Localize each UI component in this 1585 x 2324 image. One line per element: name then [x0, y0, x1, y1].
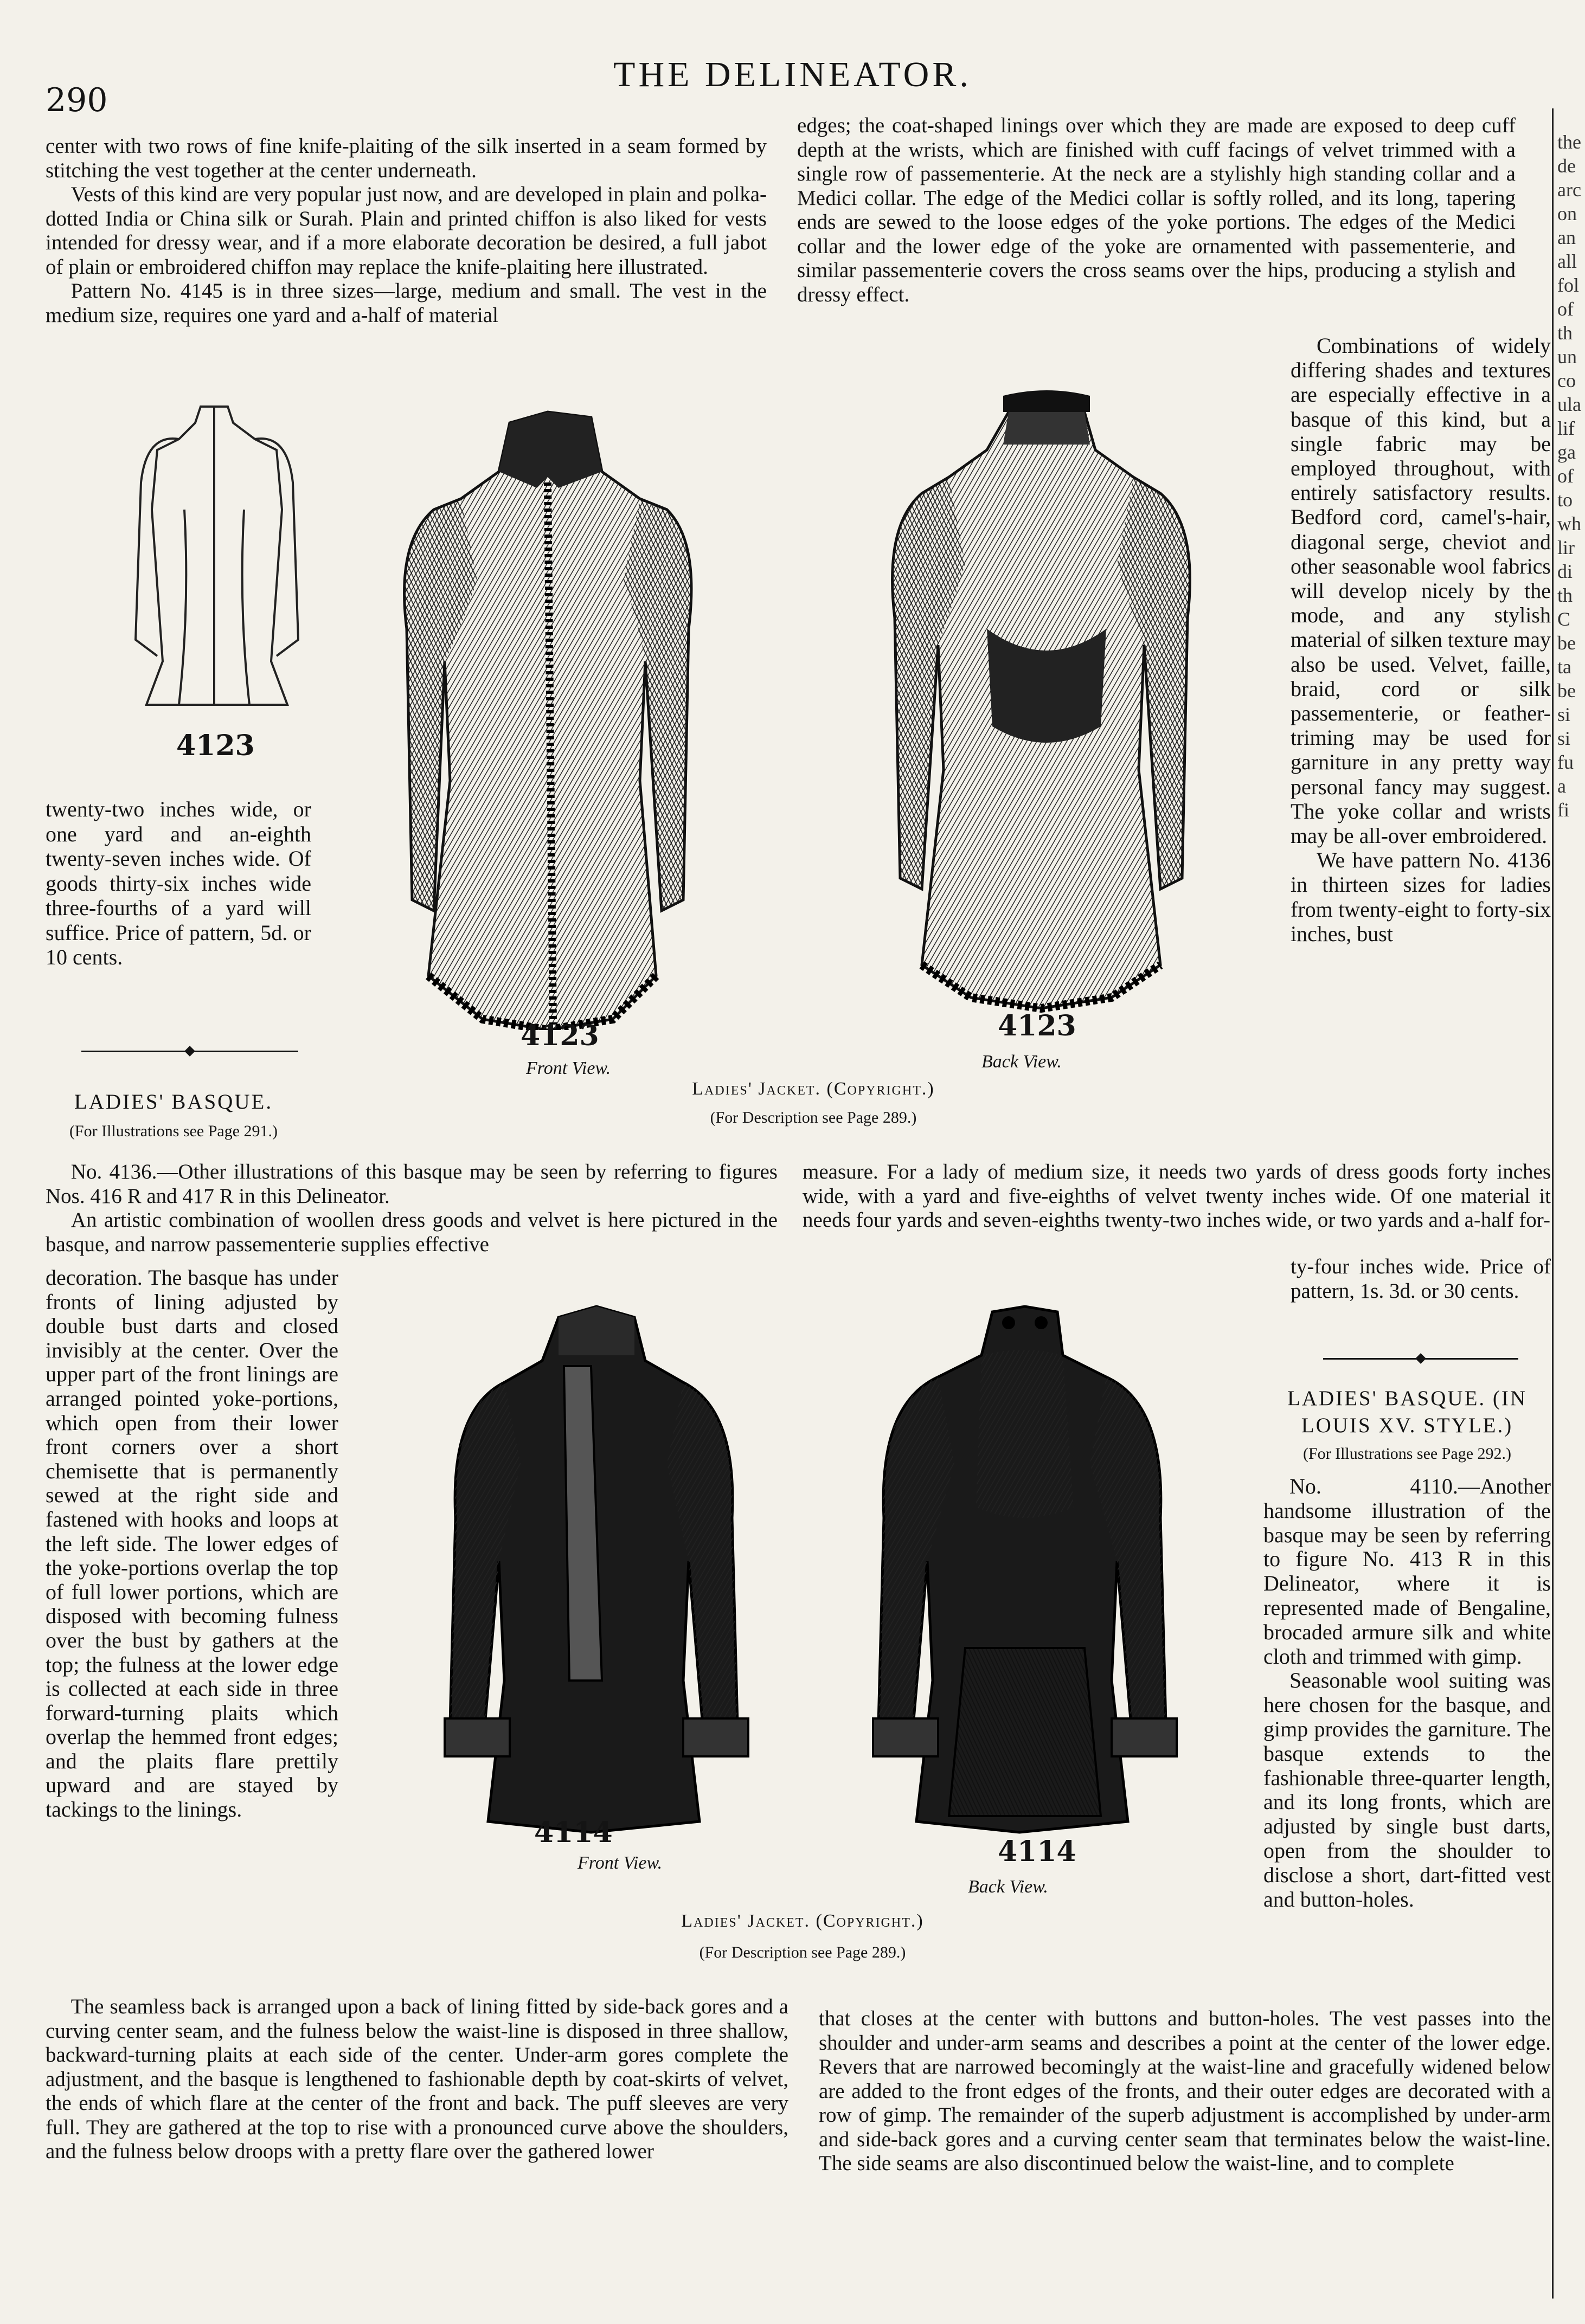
edge-fragment: di — [1557, 561, 1573, 582]
paragraph: The seamless back is arranged upon a back of lining fitted by side-back gores and a curving center seam, and the fulness below the waist-line is disposed in three shallow, backward-turning plaits at each side of the center. Under-arm gores complete the adjustment, and the basque is lengthened to fashionable depth by coat-skirts of velvet, the ends of which flare at the center of the front and back. The puff sleeves are very full. They are gathered at the top to rise with a pronounced curve above the shoulders, and the fulness below droops with a pretty flare over the gathered lower — [46, 1995, 788, 2163]
edge-fragment: fu — [1557, 751, 1574, 773]
section-note: (For Illustrations see Page 292.) — [1302, 1445, 1512, 1463]
paragraph: No. 4136.—Other illustrations of this basque may be seen by referring to figures Nos. 416 R and 417 R in this Delineator. — [46, 1160, 778, 1208]
view-label: Front View. — [577, 1853, 663, 1873]
paragraph: Seasonable wool suiting was here chosen for the basque, and gimp provides the garniture. The basque extends to the fashionable three-quarter length, and its long fronts, which are adjusted by single bust darts, open from the shoulder to disclose a short, dart-fitted vest and button-holes. — [1263, 1668, 1551, 1911]
edge-fragment: be — [1557, 632, 1576, 654]
paragraph: ty-four inches wide. Price of pattern, 1s. 3d. or 30 cents. — [1291, 1255, 1551, 1303]
basque-narrow-column — [46, 1266, 338, 1822]
figure-caption-title: Ladies' Jacket. (Copyright.) — [681, 1911, 924, 1931]
figure-caption-note: (For Description see Page 289.) — [699, 1943, 906, 1961]
section-heading: LADIES' BASQUE. — [74, 1090, 273, 1113]
edge-fragment: un — [1557, 346, 1577, 368]
figure-number: 4123 — [521, 1019, 599, 1052]
edge-fragment: an — [1557, 227, 1576, 248]
edge-fragment: th — [1557, 322, 1573, 344]
edge-fragment: ula — [1557, 394, 1581, 415]
facing-page-edge — [1557, 130, 1585, 2277]
edge-fragment: ta — [1557, 656, 1571, 678]
edge-fragment: C — [1557, 608, 1571, 630]
section-note: (For Illustrations see Page 291.) — [69, 1122, 278, 1140]
top-left-column — [46, 134, 767, 327]
paragraph: center with two rows of fine knife-plaiting of the silk inserted in a seam formed by stitching the vest together at the center underneath. — [46, 134, 767, 182]
edge-fragment: a — [1557, 775, 1566, 797]
section-heading: LADIES' BASQUE. (IN LOUIS XV. STYLE.) — [1287, 1387, 1528, 1437]
edge-fragment: lif — [1557, 417, 1575, 439]
paragraph: We have pattern No. 4136 in thirteen sizes for ladies from twenty-eight to forty-six inches, bust — [1291, 848, 1551, 946]
edge-fragment: lir — [1557, 537, 1575, 558]
right-narrow-column — [1291, 333, 1551, 946]
page-number: 290 — [46, 81, 108, 119]
paragraph: Vests of this kind are very popular just now, and are developed in plain and polka-dotted India or China silk or Surah. Plain and printed chiffon is also liked for vests intended for dressy wear, and if a more elaborate decoration be desired, a full jabot of plain or embroidered chiffon may replace the knife-plaiting here illustrated. — [46, 183, 767, 279]
paragraph: An artistic combination of woollen dress goods and velvet is here pictured in the basque, and narrow passementerie supplies effective — [46, 1208, 778, 1256]
bottom-left-column — [46, 1995, 788, 2164]
jacket-4123-front-illustration — [385, 401, 721, 1030]
edge-fragment: si — [1557, 704, 1571, 725]
jacket-4123-back-illustration — [878, 390, 1215, 1019]
running-head: THE DELINEATOR. — [613, 55, 972, 94]
edge-fragment: arc — [1557, 179, 1581, 201]
edge-fragment: on — [1557, 203, 1577, 224]
paragraph: Combinations of widely differing shades and textures are especially effective in a basque of this kind, but a single fabric may be employed throughout, with entirely satisfactory results. Bedford cord, camel's-hair, diagonal serge, cheviot and other seasonable wool fabrics will develop nicely by the mode, and any stylish material of silken texture may also be used. Velvet, faille, braid, cord or silk passementerie, or feather-triming may be used for garniture in any pretty way personal fancy may suggest. The yoke collar and wrists may be all-over embroidered. — [1291, 333, 1551, 848]
rule-ornament — [1415, 1353, 1426, 1364]
paragraph: measure. For a lady of medium size, it needs two yards of dress goods forty inches wide, with a yard and five-eighths of velvet twenty inches wide. Of one material it needs four yards and seven-eighths twenty-two inches wide, or two yards and a-half for- — [803, 1160, 1551, 1232]
edge-fragment: si — [1557, 728, 1571, 749]
edge-fragment: all — [1557, 250, 1577, 272]
mid-right-column — [803, 1160, 1551, 1233]
mid-right-narrow — [1291, 1255, 1551, 1303]
jacket-4114-front-illustration — [428, 1301, 765, 1843]
view-label: Front View. — [526, 1058, 611, 1078]
louis-column — [1263, 1475, 1551, 1911]
edge-text — [1557, 130, 1585, 822]
bottom-right-column — [819, 2007, 1551, 2176]
thumbnail-jacket-illustration — [114, 401, 315, 732]
paragraph: edges; the coat-shaped linings over which they are made are exposed to deep cuff depth at the wrists, which are finished with cuff facings of velvet trimmed with a single row of passementerie. At the neck are a stylishly high standing collar and a Medici collar. The edge of the Medici collar is softly rolled, and its long, tapering ends are sewed to the loose edges of the yoke portions. The edges of the Medici collar and the lower edge of the yoke are ornamented with passementerie, and similar passementerie covers the cross seams over the hips, producing a stylish and dressy effect. — [797, 114, 1516, 306]
edge-fragment: of — [1557, 298, 1574, 320]
view-label: Back View. — [968, 1877, 1048, 1897]
edge-fragment: co — [1557, 370, 1576, 391]
basque-intro — [46, 1160, 778, 1257]
figure-number: 4123 — [176, 729, 255, 762]
column-rule — [1552, 108, 1554, 2299]
edge-fragment: fi — [1557, 799, 1569, 821]
narrow-left-column — [46, 797, 311, 970]
edge-fragment: de — [1557, 155, 1576, 177]
edge-fragment: ga — [1557, 441, 1576, 463]
edge-fragment: of — [1557, 465, 1574, 487]
paragraph: No. 4110.—Another handsome illustration of the basque may be seen by referring to figure No. 413 R in this Delineator, where it is represented made of Bengaline, brocaded armure silk and white cloth and trimmed with gimp. — [1263, 1474, 1551, 1669]
edge-fragment: th — [1557, 584, 1573, 606]
view-label: Back View. — [981, 1052, 1062, 1072]
paragraph: that closes at the center with buttons and button-holes. The vest passes into the shoulder and under-arm seams and describes a point at the center of the lower edge. Revers that are narrowed becomingly at the waist-line and gracefully widened below are added to the front edges of the fronts, and their outer edges are decorated with a row of gimp. The remainder of the superb adjustment is accomplished by under-arm and side-back gores and a curving center seam that terminates below the waist-line. The side seams are also discontinued below the waist-line, and to complete — [819, 2007, 1551, 2175]
paragraph: twenty-two inches wide, or one yard and an-eighth twenty-seven inches wide. Of goods thirty-six inches wide three-fourths of a yard will suffice. Price of pattern, 5d. or 10 cents. — [46, 797, 311, 969]
paragraph: decoration. The basque has under fronts of lining adjusted by double bust darts and closed invisibly at the center. Over the upper part of the front linings are arranged pointed yoke-portions, which open from their lower front corners over a short chemisette that is permanently sewed at the right side and fastened with hooks and loops at the left side. The lower edges of the yoke-portions overlap the top of full lower portions, which are disposed with becoming fulness over the bust by gathers at the top; the fulness at the lower edge is collected at each side in three forward-turning plaits which overlap the hemmed front edges; and the plaits flare prettily upward and are stayed by tackings to the linings. — [46, 1265, 338, 1822]
figure-caption-title: Ladies' Jacket. (Copyright.) — [692, 1079, 935, 1099]
rule-ornament — [184, 1046, 195, 1057]
edge-fragment: wh — [1557, 513, 1581, 535]
edge-fragment: fol — [1557, 274, 1579, 296]
figure-number: 4114 — [998, 1835, 1076, 1868]
jacket-4114-back-illustration — [857, 1301, 1193, 1843]
edge-fragment: the — [1557, 131, 1581, 153]
figure-number: 4114 — [534, 1816, 613, 1849]
figure-number: 4123 — [998, 1009, 1076, 1042]
edge-fragment: be — [1557, 680, 1576, 701]
paragraph: Pattern No. 4145 is in three sizes—large, medium and small. The vest in the medium size, requires one yard and a-half of material — [46, 279, 767, 327]
edge-fragment: to — [1557, 489, 1573, 511]
top-right-column — [797, 114, 1516, 307]
figure-caption-note: (For Description see Page 289.) — [710, 1109, 917, 1126]
